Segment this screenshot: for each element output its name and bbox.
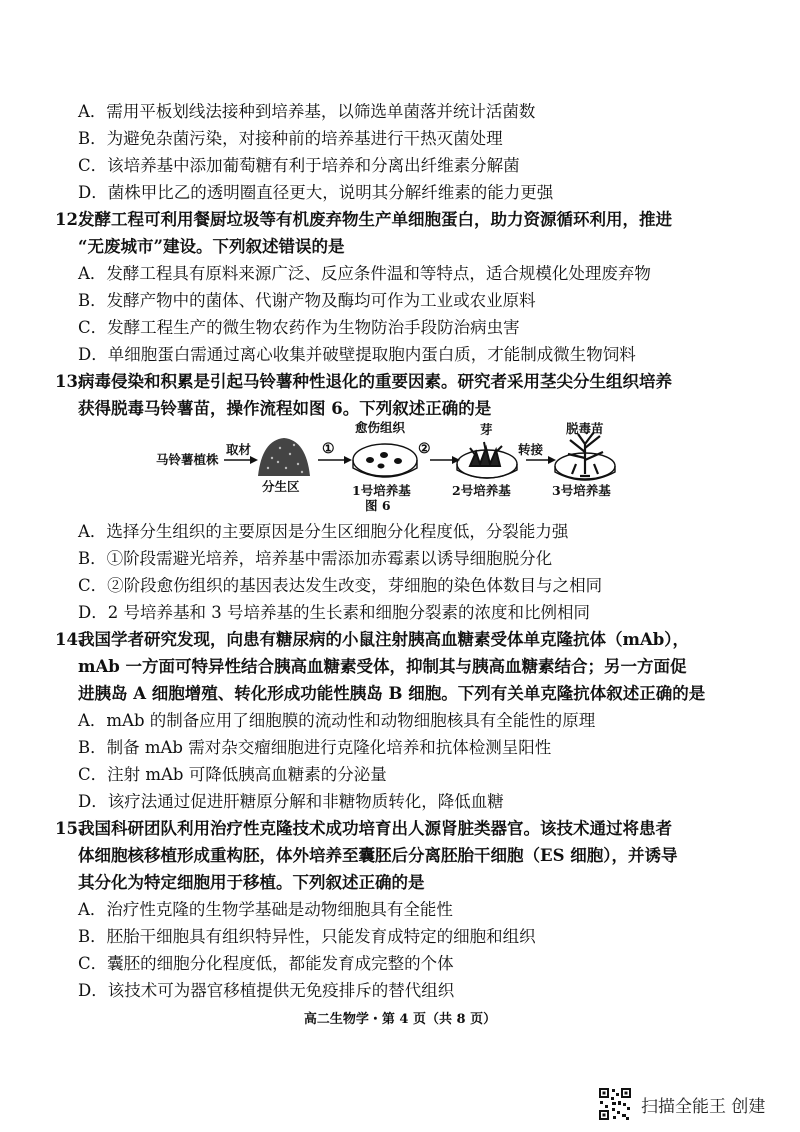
bud-cluster <box>470 442 502 466</box>
label-graft: 转接 <box>518 442 544 457</box>
q14-stem-line-1: 我国学者研究发现，向患有糖尿病的小鼠注射胰高血糖素受体单克隆抗体（mAb）， <box>78 630 690 649</box>
q14-option-d: D．该疗法通过促进肝糖原分解和非糖物质转化，降低血糖 <box>78 792 504 811</box>
q11-option-c: C．该培养基中添加葡萄糖有利于培养和分离出纤维素分解菌 <box>78 156 520 175</box>
q15-option-c: C．囊胚的细胞分化程度低，都能发育成完整的个体 <box>78 954 454 973</box>
q15-stem-line-3: 其分化为特定细胞用于移植。下列叙述正确的是 <box>78 873 425 892</box>
label-medium-3: 3号培养基 <box>552 483 611 498</box>
q13-option-a: A．选择分生组织的主要原因是分生区细胞分化程度低，分裂能力强 <box>78 522 569 541</box>
label-bud: 芽 <box>480 422 493 437</box>
q15-stem-line-1: 我国科研团队利用治疗性克隆技术成功培育出人源肾脏类器官。该技术通过将患者 <box>78 819 672 838</box>
q15-option-b: B．胚胎干细胞具有组织特异性，只能发育成特定的细胞和组织 <box>78 927 536 946</box>
label-potato-plant: 马铃薯植株 <box>156 452 219 467</box>
q12-option-d: D．单细胞蛋白需通过离心收集并破壁提取胞内蛋白质，才能制成微生物饲料 <box>78 345 636 364</box>
q12-option-a: A．发酵工程具有原料来源广泛、反应条件温和等特点，适合规模化处理废弃物 <box>78 264 651 283</box>
q14-option-c: C．注射 mAb 可降低胰高血糖素的分泌量 <box>78 765 387 784</box>
label-medium-1: 1号培养基 <box>352 483 411 498</box>
q15-option-d: D．该技术可为器官移植提供无免疫排斥的替代组织 <box>78 981 455 1000</box>
label-meristem: 分生区 <box>262 479 300 494</box>
q11-option-a: A．需用平板划线法接种到培养基，以筛选单菌落并统计活菌数 <box>78 102 536 121</box>
label-step-1: ① <box>322 441 335 457</box>
label-seedling: 脱毒苗 <box>566 421 604 436</box>
dish-1 <box>353 444 417 476</box>
q14-stem-line-3: 进胰岛 A 细胞增殖、转化形成功能性胰岛 B 细胞。下列有关单克隆抗体叙述正确的是 <box>78 684 706 703</box>
dish-1-wall <box>353 460 417 477</box>
q13-stem-line-2: 获得脱毒马铃薯苗，操作流程如图 6。下列叙述正确的是 <box>78 399 492 418</box>
label-step-2: ② <box>418 441 431 457</box>
meristem-mound <box>258 438 310 476</box>
figure-caption: 图 6 <box>365 498 391 513</box>
q14-option-b: B．制备 mAb 需对杂交瘤细胞进行克隆化培养和抗体检测呈阳性 <box>78 738 552 757</box>
label-medium-2: 2号培养基 <box>452 483 511 498</box>
arrow-step1-head <box>344 456 352 464</box>
q13-option-d: D．2 号培养基和 3 号培养基的生长素和细胞分裂素的浓度和比例相同 <box>78 603 590 622</box>
q13-option-b: B．①阶段需避光培养，培养基中需添加赤霉素以诱导细胞脱分化 <box>78 549 553 568</box>
q12-option-b: B．发酵产物中的菌体、代谢产物及酶均可作为工业或农业原料 <box>78 291 536 310</box>
arrow-graft-head <box>548 456 556 464</box>
label-take-material: 取材 <box>226 442 252 457</box>
scanner-watermark <box>598 1086 765 1122</box>
label-callus: 愈伤组织 <box>355 420 406 435</box>
q15-stem-line-2: 体细胞核移植形成重构胚，体外培养至囊胚后分离胚胎干细胞（ES 细胞），并诱导 <box>78 846 678 865</box>
q12-option-c: C．发酵工程生产的微生物农药作为生物防治手段防治病虫害 <box>78 318 520 337</box>
callus-clumps <box>366 452 402 469</box>
q15-option-a: A．治疗性克隆的生物学基础是动物细胞具有全能性 <box>78 900 453 919</box>
q15-number: 15. <box>55 819 84 838</box>
qr-code-icon <box>598 1087 632 1121</box>
q13-number: 13. <box>55 372 84 391</box>
q13-option-c: C．②阶段愈伤组织的基因表达发生改变，芽细胞的染色体数目与之相同 <box>78 576 603 595</box>
page-footer: 高二生物学・第 4 页（共 8 页） <box>303 1012 497 1027</box>
scanner-text: 扫描全能王 创建 <box>641 1096 766 1117</box>
q12-number: 12. <box>55 210 84 229</box>
q12-stem-line-1: 发酵工程可利用餐厨垃圾等有机废弃物生产单细胞蛋白，助力资源循环利用，推进 <box>78 210 672 229</box>
q11-option-b: B．为避免杂菌污染，对接种前的培养基进行干热灭菌处理 <box>78 129 503 148</box>
q13-stem-line-1: 病毒侵染和积累是引起马铃薯种性退化的重要因素。研究者采用茎尖分生组织培养 <box>78 372 672 391</box>
q11-option-d: D．菌株甲比乙的透明圈直径更大，说明其分解纤维素的能力更强 <box>78 183 554 202</box>
q12-stem-line-2: “无废城市”建设。下列叙述错误的是 <box>78 237 345 256</box>
q14-option-a: A．mAb 的制备应用了细胞膜的流动性和动物细胞核具有全能性的原理 <box>78 711 596 730</box>
q14-stem-line-2: mAb 一方面可特异性结合胰高血糖素受体，抑制其与胰高血糖素结合；另一方面促 <box>78 657 687 676</box>
arrow-take-head <box>250 456 258 464</box>
q14-number: 14. <box>55 630 84 649</box>
figure-6-diagram <box>0 418 800 518</box>
